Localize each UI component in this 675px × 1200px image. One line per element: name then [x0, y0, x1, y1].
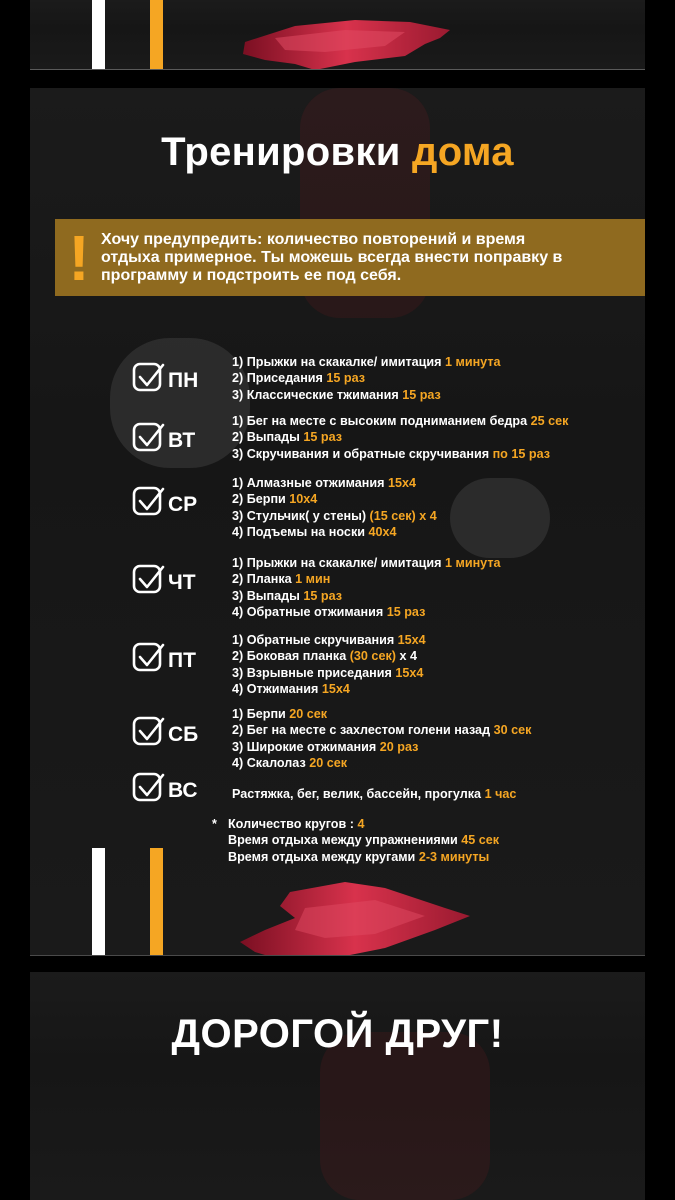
day-code: ВС: [168, 779, 198, 802]
page-title: [0, 130, 675, 175]
warning-line: программу и подстроить ее под себя.: [101, 266, 402, 284]
workout-notes: [212, 816, 499, 865]
orange-stripe-lower: [150, 848, 163, 956]
top-banner: [30, 0, 645, 70]
brush-stroke-decoration-lower: [235, 878, 475, 956]
exercise-line: 2) Бег на месте с захлестом голени назад 30 сек: [232, 723, 532, 738]
exercise-line: 3) Стульчик( у стены) (15 сек) x 4: [232, 508, 437, 523]
exercise-line: 1) Обратные скручивания 15x4: [232, 633, 426, 647]
exercise-list: [232, 786, 516, 802]
note-line: * Количество кругов : 4: [212, 817, 365, 831]
checkbox-checked-icon: [132, 484, 166, 518]
day-code: ЧТ: [168, 571, 196, 594]
exercise-line: 1) Бег на месте с высоким подниманием бедра 25 сек: [232, 414, 569, 428]
exercise-list: [232, 632, 426, 697]
day-code: ВТ: [168, 429, 196, 452]
asterisk: *: [212, 817, 217, 831]
warning-line: Хочу предупредить: количество повторений и время: [101, 230, 526, 248]
day-label: [132, 484, 197, 518]
exercise-list: [232, 354, 501, 403]
checkbox-checked-icon: [132, 420, 166, 454]
exercise-line: 3) Взрывные приседания 15x4: [232, 665, 424, 680]
exercise-line: 4) Отжимания 15x4: [232, 681, 350, 696]
exercise-line: 2) Выпады 15 раз: [232, 430, 343, 445]
warning-banner: [55, 219, 645, 296]
exercise-line: 1) Берпи 20 сек: [232, 707, 328, 721]
exercise-line: 2) Приседания 15 раз: [232, 371, 366, 386]
title-accent: дома: [412, 130, 514, 174]
checkbox-checked-icon: [132, 640, 166, 674]
exercise-line: 1) Алмазные отжимания 15x4: [232, 476, 416, 490]
day-label: [132, 360, 198, 394]
exercise-list: [232, 475, 437, 540]
exercise-line: Растяжка, бег, велик, бассейн, прогулка 1 час: [232, 787, 517, 801]
day-code: ПТ: [168, 649, 196, 672]
exercise-line: 1) Прыжки на скакалке/ имитация 1 минута: [232, 556, 501, 570]
day-label: [132, 714, 198, 748]
note-line: Время отдыха между упражнениями 45 сек: [228, 833, 500, 848]
exercise-line: 3) Классические тжимания 15 раз: [232, 387, 441, 402]
title-main: Тренировки: [161, 130, 401, 174]
exclamation-icon: !: [68, 221, 90, 294]
white-stripe-lower: [92, 848, 105, 956]
exercise-line: 4) Подъемы на носки 40x4: [232, 524, 397, 539]
exercise-line: 3) Скручивания и обратные скручивания по 15 раз: [232, 446, 550, 461]
exercise-line: 3) Широкие отжимания 20 раз: [232, 739, 419, 754]
exercise-list: [232, 706, 531, 771]
checkbox-checked-icon: [132, 770, 166, 804]
note-line: Время отдыха между кругами 2-3 минуты: [228, 849, 490, 864]
exercise-line: 2) Планка 1 мин: [232, 572, 331, 587]
day-code: СР: [168, 493, 198, 516]
exercise-list: [232, 555, 501, 620]
exercise-line: 3) Выпады 15 раз: [232, 588, 343, 603]
exercise-line: 2) Берпи 10x4: [232, 492, 318, 507]
day-label: [132, 770, 198, 804]
day-label: [132, 562, 196, 596]
day-code: СБ: [168, 723, 199, 746]
exercise-line: 4) Обратные отжимания 15 раз: [232, 604, 426, 619]
bottom-banner: [30, 972, 645, 1200]
exercise-line: 4) Скалолаз 20 сек: [232, 755, 348, 770]
day-label: [132, 640, 196, 674]
day-label: [132, 420, 195, 454]
white-stripe: [92, 0, 105, 70]
bottom-title: ДОРОГОЙ ДРУГ!: [171, 1012, 504, 1056]
background-shoe-2: [450, 478, 550, 558]
exercise-line: 1) Прыжки на скакалке/ имитация 1 минута: [232, 355, 501, 369]
day-code: ПН: [168, 369, 199, 392]
brush-stroke-decoration: [235, 12, 465, 70]
checkbox-checked-icon: [132, 360, 166, 394]
warning-line: отдыха примерное. Ты можешь всегда внести поправку в: [101, 248, 563, 266]
background-figure-bottom: [320, 1032, 490, 1200]
checkbox-checked-icon: [132, 562, 166, 596]
orange-stripe: [150, 0, 163, 70]
exercise-line: 2) Боковая планка (30 сек) x 4: [232, 649, 417, 664]
checkbox-checked-icon: [132, 714, 166, 748]
exercise-list: [232, 413, 568, 462]
warning-text: [99, 231, 562, 285]
